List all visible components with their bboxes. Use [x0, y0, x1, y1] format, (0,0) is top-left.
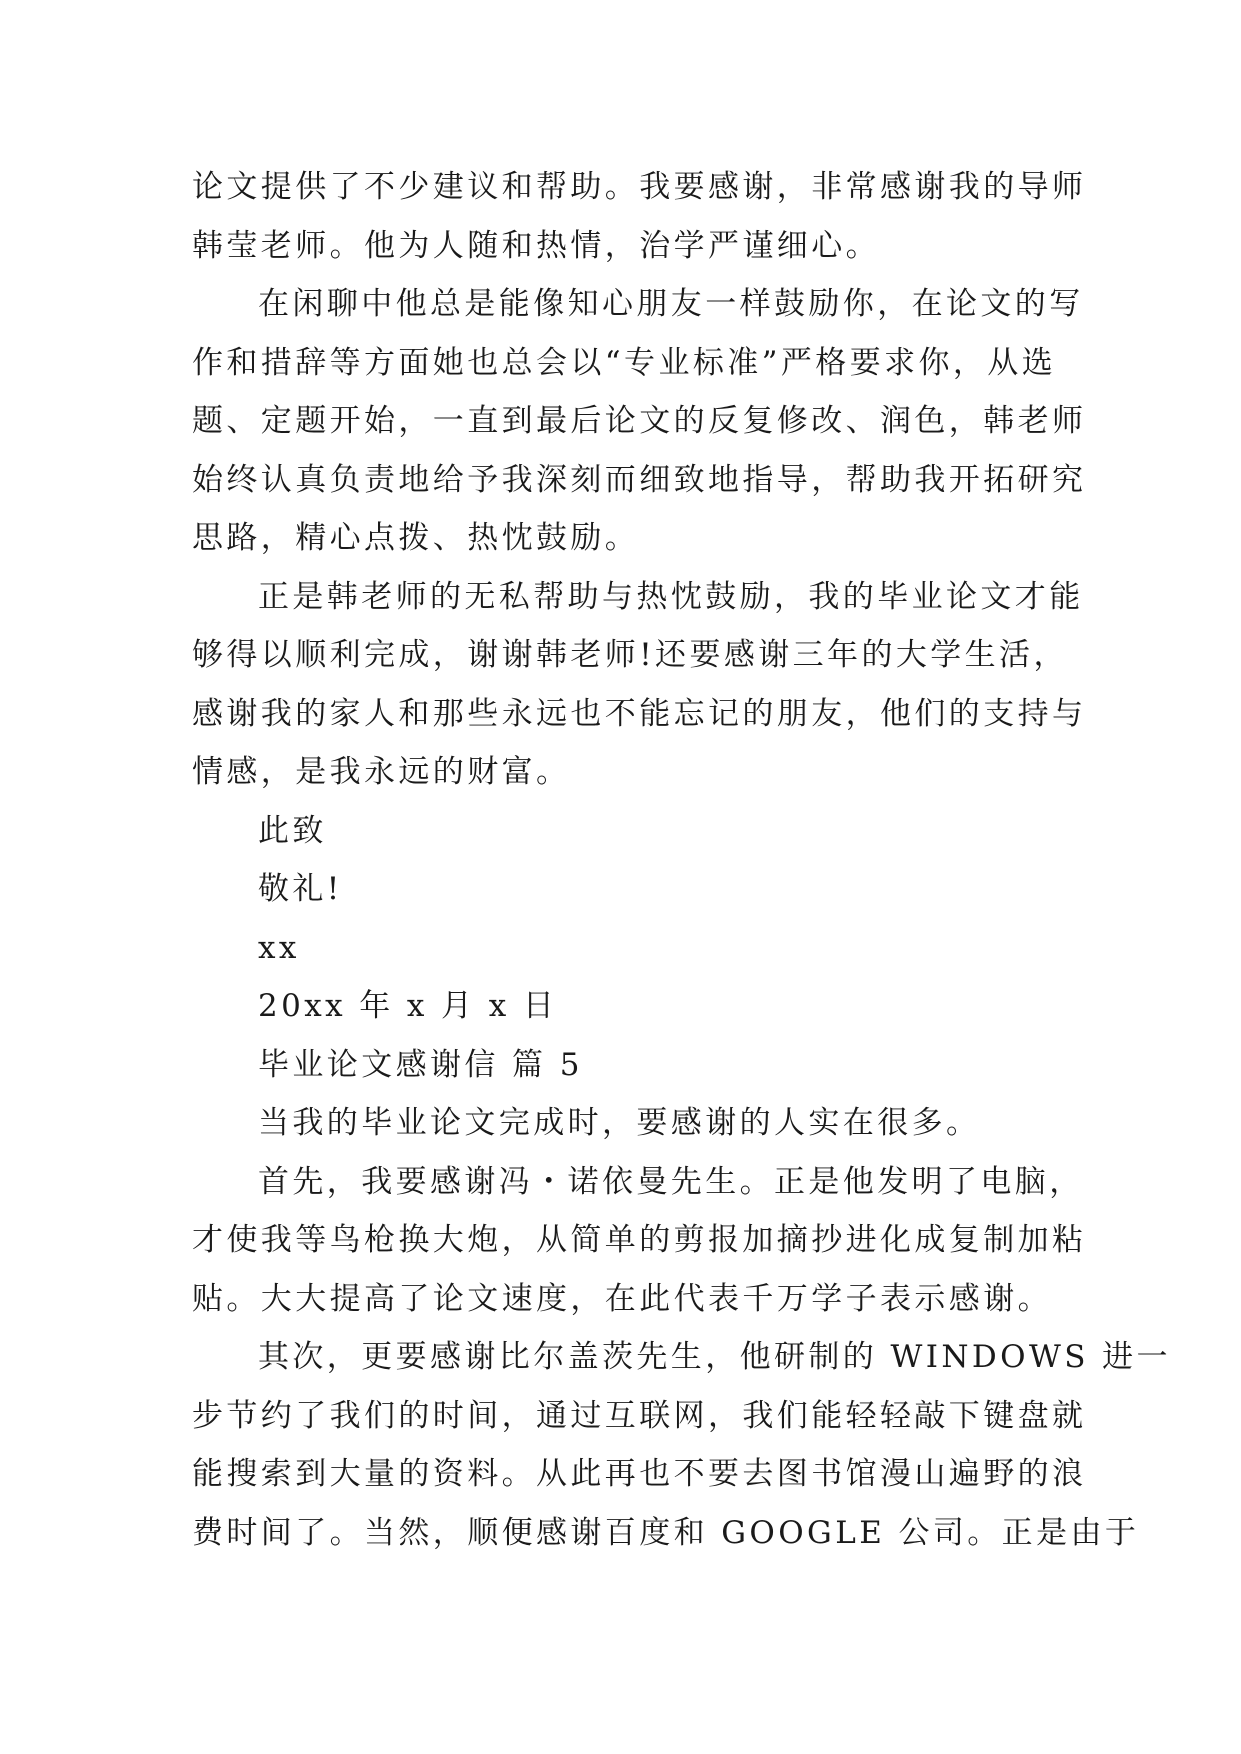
text-line: 能搜索到大量的资料。从此再也不要去图书馆漫山遍野的浪: [192, 1456, 1087, 1492]
text-line: 思路，精心点拨、热忱鼓励。: [192, 520, 640, 556]
text-line: 够得以顺利完成，谢谢韩老师!还要感谢三年的大学生活，: [192, 637, 1068, 673]
text-line: 韩莹老师。他为人随和热情，治学严谨细心。: [192, 227, 880, 264]
text-line: 当我的毕业论文完成时，要感谢的人实在很多。: [258, 1105, 981, 1141]
text-line: 始终认真负责地给予我深刻而细致地指导，帮助我开拓研究: [192, 461, 1087, 498]
text-line: 贴。大大提高了论文速度，在此代表千万学子表示感谢。: [192, 1280, 1052, 1317]
text-line: 步节约了我们的时间，通过互联网，我们能轻轻敲下键盘就: [192, 1397, 1087, 1434]
text-line: 其次，更要感谢比尔盖茨先生，他研制的 WINDOWS 进一: [258, 1339, 1171, 1375]
text-line: 论文提供了不少建议和帮助。我要感谢，非常感谢我的导师: [192, 169, 1087, 205]
text-line: 作和措辞等方面她也总会以“专业标准”严格要求你，从选: [192, 344, 1057, 381]
text-line: 20xx 年 x 月 x 日: [258, 988, 558, 1024]
text-line: 才使我等鸟枪换大炮，从简单的剪报加摘抄进化成复制加粘: [192, 1222, 1087, 1258]
text-line: 首先，我要感谢冯・诺依曼先生。正是他发明了电脑，: [258, 1163, 1084, 1200]
text-line: 敬礼!: [258, 871, 343, 907]
text-line: xx: [258, 929, 300, 966]
text-line: 费时间了。当然，顺便感谢百度和 GOOGLE 公司。正是由于: [192, 1514, 1140, 1551]
text-line: 感谢我的家人和那些永远也不能忘记的朋友，他们的支持与: [192, 695, 1087, 732]
text-line: 题、定题开始，一直到最后论文的反复修改、润色，韩老师: [192, 403, 1087, 439]
text-line: 此致: [258, 812, 327, 849]
text-line: 毕业论文感谢信 篇 5: [258, 1046, 583, 1083]
text-line: 在闲聊中他总是能像知心朋友一样鼓励你，在论文的写: [258, 286, 1084, 322]
text-line: 正是韩老师的无私帮助与热忱鼓励，我的毕业论文才能: [258, 578, 1084, 615]
text-line: 情感，是我永远的财富。: [192, 754, 571, 790]
document-body: [192, 158, 1171, 1562]
